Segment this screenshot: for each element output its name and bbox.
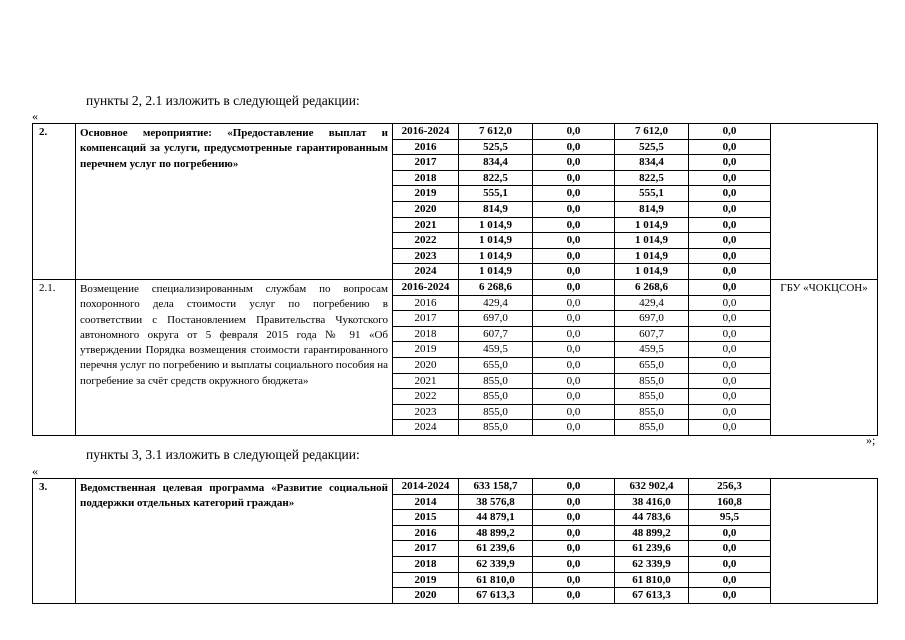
total-cell: 1 014,9 bbox=[459, 233, 533, 249]
year-cell: 2024 bbox=[393, 420, 459, 436]
other-cell: 160,8 bbox=[689, 494, 771, 510]
federal-cell: 0,0 bbox=[533, 170, 615, 186]
federal-cell: 0,0 bbox=[533, 541, 615, 557]
regional-cell: 1 014,9 bbox=[615, 264, 689, 280]
federal-cell: 0,0 bbox=[533, 295, 615, 311]
federal-cell: 0,0 bbox=[533, 139, 615, 155]
year-cell: 2019 bbox=[393, 572, 459, 588]
other-cell: 0,0 bbox=[689, 233, 771, 249]
other-cell: 0,0 bbox=[689, 420, 771, 436]
total-cell: 7 612,0 bbox=[459, 124, 533, 140]
other-cell: 0,0 bbox=[689, 264, 771, 280]
regional-cell: 855,0 bbox=[615, 420, 689, 436]
year-cell: 2022 bbox=[393, 389, 459, 405]
regional-cell: 7 612,0 bbox=[615, 124, 689, 140]
other-cell: 0,0 bbox=[689, 217, 771, 233]
responsible-executor bbox=[771, 124, 878, 280]
open-quote-1: « bbox=[32, 109, 38, 123]
regional-cell: 632 902,4 bbox=[615, 479, 689, 495]
total-cell: 655,0 bbox=[459, 357, 533, 373]
other-cell: 0,0 bbox=[689, 124, 771, 140]
open-quote-2: « bbox=[32, 464, 38, 478]
intro-paragraph-2: пункты 3, 3.1 изложить в следующей редакции: bbox=[86, 447, 360, 462]
year-cell: 2023 bbox=[393, 248, 459, 264]
total-cell: 855,0 bbox=[459, 420, 533, 436]
regional-cell: 855,0 bbox=[615, 404, 689, 420]
federal-cell: 0,0 bbox=[533, 217, 615, 233]
regional-cell: 855,0 bbox=[615, 389, 689, 405]
federal-cell: 0,0 bbox=[533, 373, 615, 389]
year-cell: 2020 bbox=[393, 588, 459, 604]
federal-cell: 0,0 bbox=[533, 357, 615, 373]
year-cell: 2017 bbox=[393, 541, 459, 557]
year-cell: 2021 bbox=[393, 373, 459, 389]
total-cell: 459,5 bbox=[459, 342, 533, 358]
total-cell: 1 014,9 bbox=[459, 264, 533, 280]
total-cell: 525,5 bbox=[459, 139, 533, 155]
year-cell: 2018 bbox=[393, 170, 459, 186]
regional-cell: 834,4 bbox=[615, 155, 689, 171]
total-cell: 44 879,1 bbox=[459, 510, 533, 526]
federal-cell: 0,0 bbox=[533, 510, 615, 526]
year-cell: 2020 bbox=[393, 357, 459, 373]
other-cell: 0,0 bbox=[689, 373, 771, 389]
regional-cell: 655,0 bbox=[615, 357, 689, 373]
other-cell: 0,0 bbox=[689, 326, 771, 342]
year-cell: 2019 bbox=[393, 186, 459, 202]
federal-cell: 0,0 bbox=[533, 494, 615, 510]
item-description: Ведомственная целевая программа «Развитие социальной поддержки отдельных категорий граждан» bbox=[76, 479, 393, 604]
other-cell: 0,0 bbox=[689, 588, 771, 604]
total-cell: 38 576,8 bbox=[459, 494, 533, 510]
total-cell: 67 613,3 bbox=[459, 588, 533, 604]
federal-cell: 0,0 bbox=[533, 233, 615, 249]
close-quote-1: »; bbox=[866, 433, 876, 447]
year-cell: 2022 bbox=[393, 233, 459, 249]
item-number: 3. bbox=[33, 479, 76, 604]
year-cell: 2019 bbox=[393, 342, 459, 358]
regional-cell: 822,5 bbox=[615, 170, 689, 186]
item-number: 2. bbox=[33, 124, 76, 280]
year-cell: 2018 bbox=[393, 326, 459, 342]
federal-cell: 0,0 bbox=[533, 479, 615, 495]
year-cell: 2021 bbox=[393, 217, 459, 233]
regional-cell: 61 810,0 bbox=[615, 572, 689, 588]
federal-cell: 0,0 bbox=[533, 556, 615, 572]
total-cell: 48 899,2 bbox=[459, 525, 533, 541]
other-cell: 0,0 bbox=[689, 541, 771, 557]
other-cell: 0,0 bbox=[689, 556, 771, 572]
other-cell: 0,0 bbox=[689, 186, 771, 202]
table-items-3 bbox=[32, 478, 878, 604]
regional-cell: 67 613,3 bbox=[615, 588, 689, 604]
other-cell: 0,0 bbox=[689, 170, 771, 186]
other-cell: 0,0 bbox=[689, 201, 771, 217]
responsible-executor bbox=[771, 479, 878, 604]
table-row bbox=[33, 124, 878, 140]
regional-cell: 1 014,9 bbox=[615, 217, 689, 233]
regional-cell: 38 416,0 bbox=[615, 494, 689, 510]
total-cell: 855,0 bbox=[459, 373, 533, 389]
year-cell: 2018 bbox=[393, 556, 459, 572]
other-cell: 0,0 bbox=[689, 248, 771, 264]
federal-cell: 0,0 bbox=[533, 326, 615, 342]
other-cell: 95,5 bbox=[689, 510, 771, 526]
year-cell: 2016 bbox=[393, 139, 459, 155]
item-description: Основное мероприятие: «Предоставление выплат и компенсаций за услуги, предусмотренные гарантированным перечнем услуг по погребению» bbox=[76, 124, 393, 280]
year-cell: 2020 bbox=[393, 201, 459, 217]
total-cell: 834,4 bbox=[459, 155, 533, 171]
intro-paragraph-1: пункты 2, 2.1 изложить в следующей редакции: bbox=[86, 93, 360, 108]
other-cell: 0,0 bbox=[689, 389, 771, 405]
item-description: Возмещение специализированным службам по вопросам похоронного дела стоимости услуг по погребению в соответствии с Постановлением Правительства Чукотского автономного округа от 5 февраля 2015 года № 91 «Об утверждении Порядка возмещения стоимости гарантированного перечня услуг по погребению и выплаты социального пособия на погребение за счёт средств окружного бюджета» bbox=[76, 279, 393, 435]
regional-cell: 697,0 bbox=[615, 311, 689, 327]
year-cell: 2017 bbox=[393, 311, 459, 327]
federal-cell: 0,0 bbox=[533, 404, 615, 420]
federal-cell: 0,0 bbox=[533, 389, 615, 405]
total-cell: 633 158,7 bbox=[459, 479, 533, 495]
other-cell: 0,0 bbox=[689, 404, 771, 420]
total-cell: 61 810,0 bbox=[459, 572, 533, 588]
total-cell: 429,4 bbox=[459, 295, 533, 311]
table-row bbox=[33, 279, 878, 295]
total-cell: 822,5 bbox=[459, 170, 533, 186]
federal-cell: 0,0 bbox=[533, 264, 615, 280]
total-cell: 1 014,9 bbox=[459, 248, 533, 264]
year-cell: 2016-2024 bbox=[393, 279, 459, 295]
other-cell: 0,0 bbox=[689, 295, 771, 311]
table-items-2 bbox=[32, 123, 878, 436]
table-row bbox=[33, 479, 878, 495]
federal-cell: 0,0 bbox=[533, 186, 615, 202]
year-cell: 2016 bbox=[393, 295, 459, 311]
total-cell: 855,0 bbox=[459, 404, 533, 420]
federal-cell: 0,0 bbox=[533, 124, 615, 140]
regional-cell: 814,9 bbox=[615, 201, 689, 217]
regional-cell: 61 239,6 bbox=[615, 541, 689, 557]
total-cell: 6 268,6 bbox=[459, 279, 533, 295]
regional-cell: 62 339,9 bbox=[615, 556, 689, 572]
federal-cell: 0,0 bbox=[533, 311, 615, 327]
regional-cell: 555,1 bbox=[615, 186, 689, 202]
federal-cell: 0,0 bbox=[533, 572, 615, 588]
regional-cell: 459,5 bbox=[615, 342, 689, 358]
other-cell: 0,0 bbox=[689, 279, 771, 295]
regional-cell: 1 014,9 bbox=[615, 248, 689, 264]
other-cell: 0,0 bbox=[689, 525, 771, 541]
year-cell: 2023 bbox=[393, 404, 459, 420]
year-cell: 2016-2024 bbox=[393, 124, 459, 140]
other-cell: 0,0 bbox=[689, 311, 771, 327]
other-cell: 0,0 bbox=[689, 342, 771, 358]
other-cell: 0,0 bbox=[689, 572, 771, 588]
federal-cell: 0,0 bbox=[533, 525, 615, 541]
year-cell: 2014-2024 bbox=[393, 479, 459, 495]
total-cell: 61 239,6 bbox=[459, 541, 533, 557]
year-cell: 2014 bbox=[393, 494, 459, 510]
federal-cell: 0,0 bbox=[533, 201, 615, 217]
total-cell: 607,7 bbox=[459, 326, 533, 342]
total-cell: 697,0 bbox=[459, 311, 533, 327]
other-cell: 0,0 bbox=[689, 357, 771, 373]
total-cell: 555,1 bbox=[459, 186, 533, 202]
regional-cell: 607,7 bbox=[615, 326, 689, 342]
year-cell: 2015 bbox=[393, 510, 459, 526]
total-cell: 814,9 bbox=[459, 201, 533, 217]
federal-cell: 0,0 bbox=[533, 588, 615, 604]
federal-cell: 0,0 bbox=[533, 279, 615, 295]
regional-cell: 429,4 bbox=[615, 295, 689, 311]
federal-cell: 0,0 bbox=[533, 155, 615, 171]
other-cell: 256,3 bbox=[689, 479, 771, 495]
item-number: 2.1. bbox=[33, 279, 76, 435]
total-cell: 62 339,9 bbox=[459, 556, 533, 572]
other-cell: 0,0 bbox=[689, 139, 771, 155]
total-cell: 855,0 bbox=[459, 389, 533, 405]
regional-cell: 525,5 bbox=[615, 139, 689, 155]
responsible-executor: ГБУ «ЧОКЦСОН» bbox=[771, 279, 878, 435]
year-cell: 2017 bbox=[393, 155, 459, 171]
year-cell: 2016 bbox=[393, 525, 459, 541]
regional-cell: 48 899,2 bbox=[615, 525, 689, 541]
regional-cell: 6 268,6 bbox=[615, 279, 689, 295]
regional-cell: 44 783,6 bbox=[615, 510, 689, 526]
year-cell: 2024 bbox=[393, 264, 459, 280]
regional-cell: 855,0 bbox=[615, 373, 689, 389]
federal-cell: 0,0 bbox=[533, 248, 615, 264]
total-cell: 1 014,9 bbox=[459, 217, 533, 233]
regional-cell: 1 014,9 bbox=[615, 233, 689, 249]
federal-cell: 0,0 bbox=[533, 420, 615, 436]
federal-cell: 0,0 bbox=[533, 342, 615, 358]
other-cell: 0,0 bbox=[689, 155, 771, 171]
